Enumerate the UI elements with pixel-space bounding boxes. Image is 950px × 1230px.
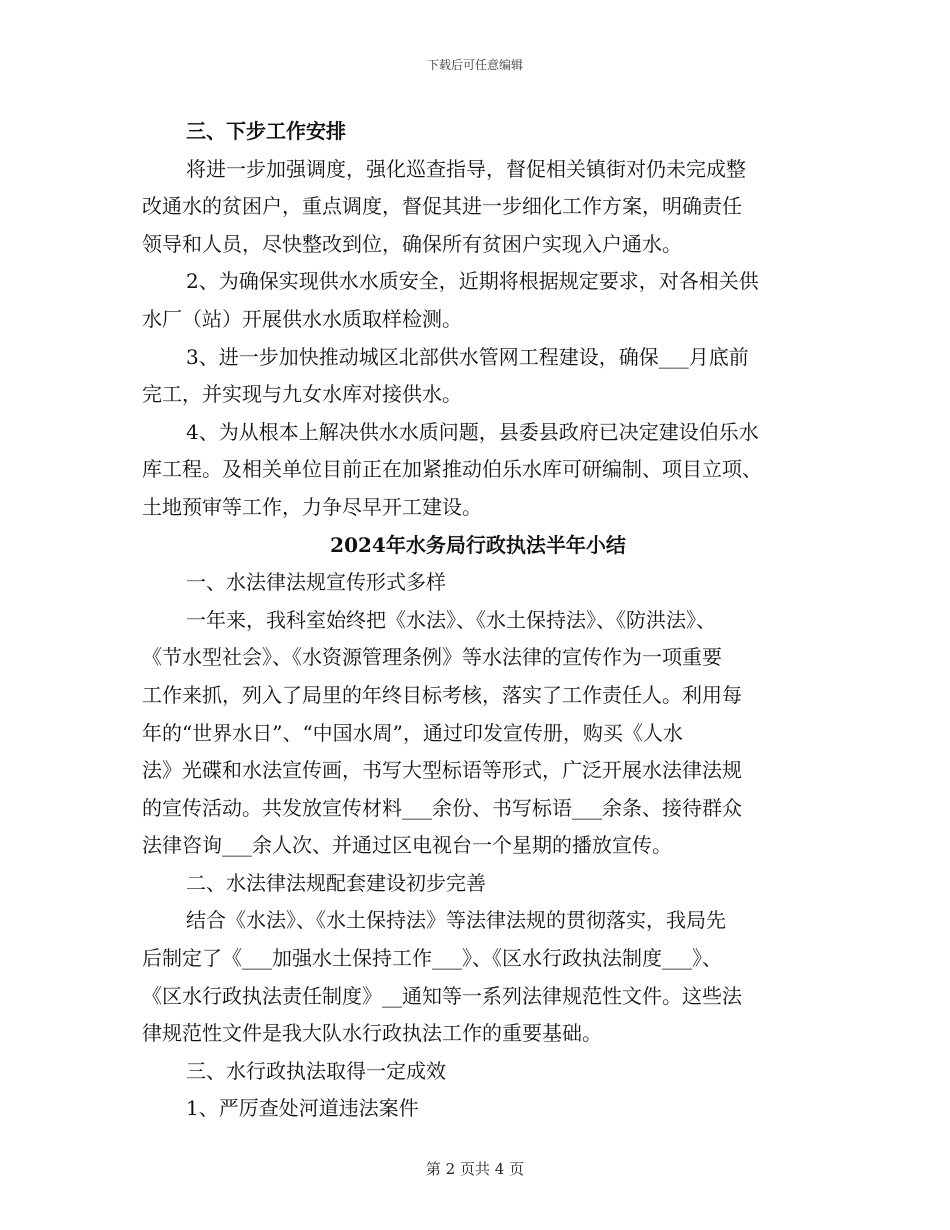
section-heading-next-steps: 三、下步工作安排 [186, 119, 346, 143]
paragraph-line: 土地预审等工作，力争尽早开工建设。 [142, 494, 482, 519]
subsection-heading: 1、严厉查处河道违法案件 [186, 1096, 419, 1121]
paragraph-line: 一年来，我科室始终把《水法》、《水土保持法》、《防洪法》、 [186, 607, 716, 632]
section-heading: 三、水行政执法取得一定成效 [186, 1058, 446, 1083]
section-heading: 二、水法律法规配套建设初步完善 [186, 870, 486, 895]
paragraph-line: 领导和人员，尽快整改到位，确保所有贫困户实现入户通水。 [142, 231, 682, 256]
paragraph-line: 法》光碟和水法宣传画，书写大型标语等形式，广泛开展水法律法规 [142, 758, 742, 783]
paragraph-line: 水厂（站）开展供水水质取样检测。 [142, 306, 462, 331]
paragraph-line: 后制定了《___加强水土保持工作___》、《区水行政执法制度___》、 [142, 946, 722, 971]
paragraph-line: 2、为确保实现供水水质安全，近期将根据规定要求，对各相关供 [186, 269, 759, 294]
document-title: 2024年水务局行政执法半年小结 [330, 532, 626, 557]
paragraph-line: 法律咨询___余人次、并通过区电视台一个星期的播放宣传。 [142, 833, 672, 858]
paragraph-line: 工作来抓，列入了局里的年终目标考核，落实了工作责任人。利用每 [142, 682, 742, 707]
paragraph-line: 年的“世界水日”、“中国水周”，通过印发宣传册，购买《人水 [142, 720, 683, 745]
paragraph-line: 《区水行政执法责任制度》__通知等一系列法律规范性文件。这些法 [142, 983, 742, 1008]
paragraph-line: 结合《水法》、《水土保持法》等法律法规的贯彻落实，我局先 [186, 908, 726, 933]
document-body [142, 113, 814, 1128]
paragraph-line: 库工程。及相关单位目前正在加紧推动伯乐水库可研编制、项目立项、 [142, 457, 762, 482]
paragraph-line: 改通水的贫困户，重点调度，督促其进一步细化工作方案，明确责任 [142, 194, 742, 219]
paragraph-line: 律规范性文件是我大队水行政执法工作的重要基础。 [142, 1021, 602, 1046]
paragraph-line: 完工，并实现与九女水库对接供水。 [142, 382, 462, 407]
page-footer: 第 2 页共 4 页 [425, 1160, 525, 1178]
section-heading: 一、水法律法规宣传形式多样 [186, 570, 446, 595]
paragraph-line: 4、为从根本上解决供水水质问题，县委县政府已决定建设伯乐水 [186, 419, 759, 444]
paragraph-line: 3、进一步加快推动城区北部供水管网工程建设，确保___月底前 [186, 344, 749, 369]
page-header: 下载后可任意编辑 [426, 58, 523, 72]
paragraph-line: 将进一步加强调度，强化巡查指导，督促相关镇街对仍未完成整 [186, 156, 746, 181]
paragraph-line: 的宣传活动。共发放宣传材料___余份、书写标语___余条、接待群众 [142, 795, 742, 820]
paragraph-line: 《节水型社会》、《水资源管理条例》等水法律的宣传作为一项重要 [142, 645, 722, 670]
